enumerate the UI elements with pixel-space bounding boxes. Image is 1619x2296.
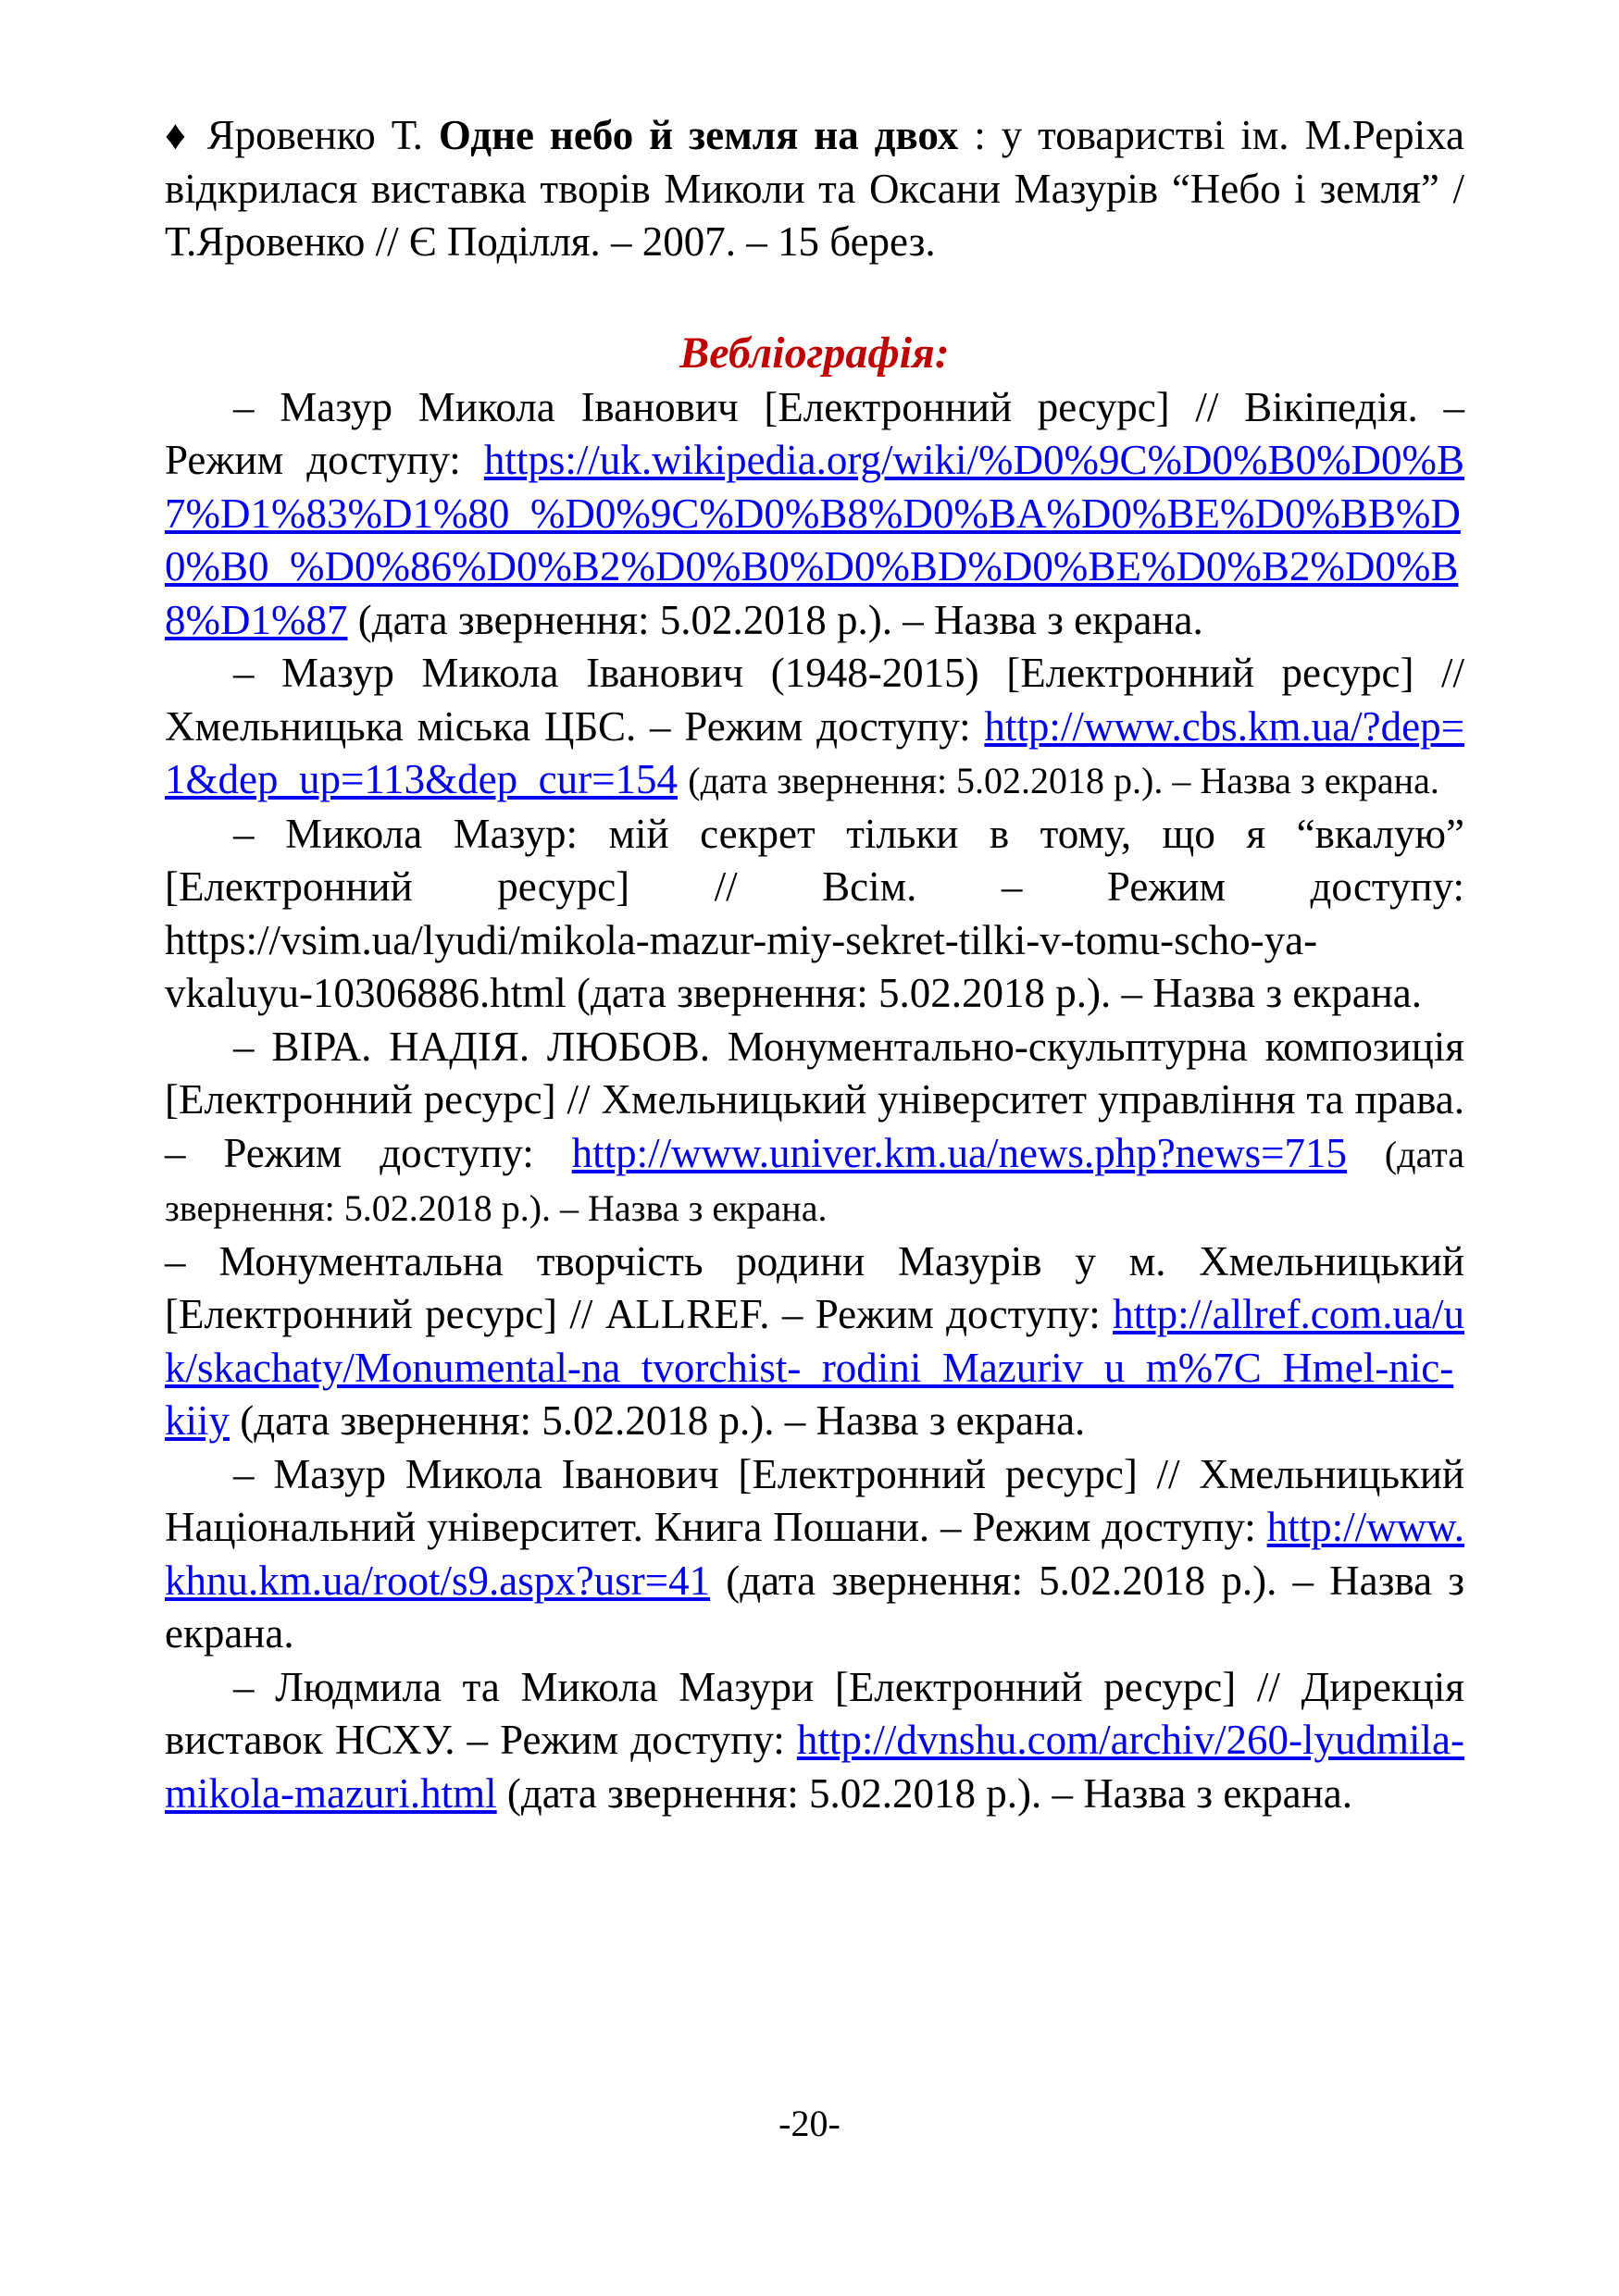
entry-link[interactable]: http://www.cbs.km.ua/?dep=1&dep_up=113&dep_cur=154 — [165, 702, 1464, 802]
entry-access-date: (дата звернення: 5.02.2018 р.). – Назва з екрана. — [240, 1397, 1086, 1444]
entry-text: – Мазур Микола Іванович [Електронний ресурс] // Вікіпедія. – Режим доступу: — [165, 383, 1464, 483]
bibliography-entry-4 — [165, 1021, 1464, 1235]
entry-link[interactable]: http://allref.com.ua/uk/skachaty/Monumental-na_tvorchist-_rodini_Mazuriv_u_m%7C_Hmel-nic-kiiy — [165, 1291, 1464, 1444]
entry-access-date: (дата звернення: 5.02.2018 р.). – Назва з екрана. — [506, 1769, 1352, 1817]
entry-link[interactable]: https://uk.wikipedia.org/wiki/%D0%9C%D0%B0%D0%B7%D1%83%D1%80_%D0%9C%D0%B8%D0%BA%D0%BE%D0%BB%D0%B0_%D0%86%D0%B2%D0%B0%D0%BD%D0%BE%D0%B2%D0%B8%D1%87 — [165, 437, 1464, 643]
bibliography-entry-7 — [165, 1661, 1464, 1821]
bibliography-entry-3 — [165, 808, 1464, 1021]
top-entry — [165, 109, 1464, 269]
entry-link[interactable]: http://www.khnu.km.ua/root/s9.aspx?usr=41 — [165, 1504, 1464, 1604]
bibliography-entry-6 — [165, 1448, 1464, 1661]
entry-access-date: (дата звернення: 5.02.2018 р.). – Назва з екрана. — [165, 1133, 1465, 1229]
page-number: -20- — [778, 2103, 841, 2144]
entry-text: – Микола Мазур: мій секрет тільки в тому, що я “вкалую” [Електронний ресурс] // Всім. – Режим доступу: https://vsim.ua/lyudi/mikola-mazur-miy-sekret-tilki-v-tomu-scho-ya-vkaluyu-10306886.html (дата звернення: 5.02.2018 р.). – Назва з екрана. — [165, 810, 1464, 1016]
entry-access-date: (дата звернення: 5.02.2018 р.). – Назва з екрана. — [688, 760, 1439, 801]
top-entry-rest: : у товаристві ім. М.Реріха відкрилася виставка творів Миколи та Оксани Мазурів “Небо і земля” / Т.Яровенко // Є Поділля. – 2007. – 15 берез. — [165, 112, 1465, 265]
top-entry-title: Одне небо й земля на двох — [438, 112, 959, 158]
entry-link[interactable]: http://dvnshu.com/archiv/260-lyudmila-mikola-mazuri.html — [165, 1717, 1464, 1817]
entry-text: – Мазур Микола Іванович (1948-2015) [Електронний ресурс] // Хмельницька міська ЦБС. – Режим доступу: — [165, 650, 1464, 750]
entry-text: – Людмила та Микола Мазури [Електронний ресурс] // Дирекція виставок НСХУ. – Режим доступу: — [165, 1663, 1464, 1763]
bibliography-entry-1 — [165, 381, 1464, 648]
entry-text: – Мазур Микола Іванович [Електронний ресурс] // Хмельницький Національний університет. Книга Пошани. – Режим доступу: — [165, 1450, 1464, 1550]
entry-text: – Монументальна творчість родини Мазурів у м. Хмельницький [Електронний ресурс] // ALLREF. – Режим доступу: — [165, 1237, 1464, 1337]
entry-link[interactable]: http://www.univer.km.ua/news.php?news=715 — [571, 1129, 1348, 1176]
page-content — [165, 109, 1464, 1820]
bibliography-entry-2 — [165, 647, 1464, 808]
bullet-icon: ♦ — [165, 112, 192, 158]
entry-access-date: (дата звернення: 5.02.2018 р.). – Назва з екрана. — [357, 596, 1203, 643]
bibliography-entry-5 — [165, 1235, 1464, 1448]
section-heading: Вебліографія: — [679, 328, 950, 378]
top-entry-author: Яровенко Т. — [206, 112, 423, 158]
entry-text: – ВІРА. НАДІЯ. ЛЮБОВ. Монументально-скульптурна композиція [Електронний ресурс] // Хмельницький університет управління та права. – Режим доступу: — [165, 1023, 1464, 1176]
entry-access-date: (дата звернення: 5.02.2018 р.). – Назва з екрана. — [165, 1557, 1465, 1657]
